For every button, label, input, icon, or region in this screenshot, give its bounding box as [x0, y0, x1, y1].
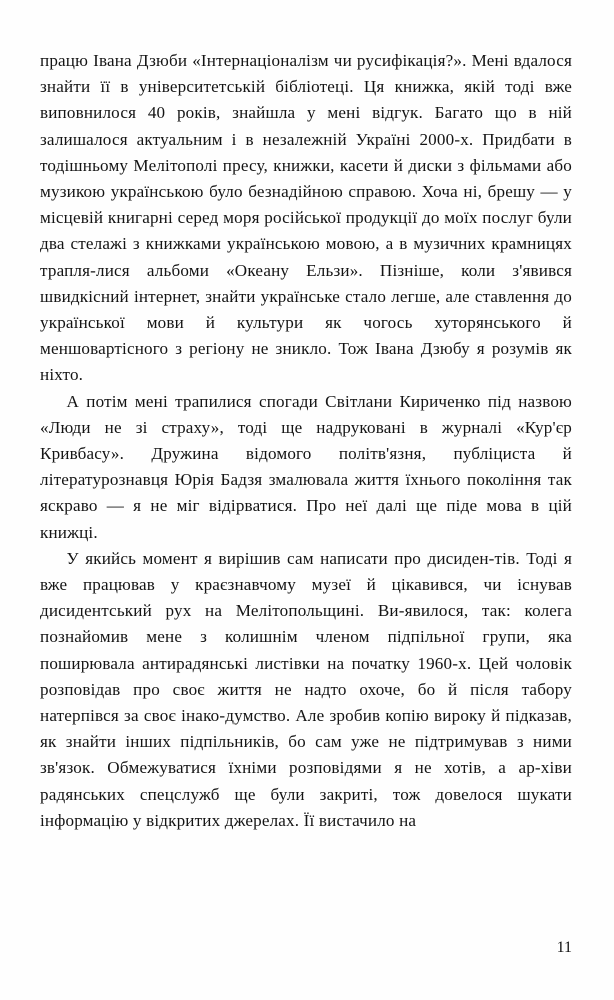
- paragraph-2: А потім мені трапилися спогади Світлани Кириченко під назвою «Люди не зі страху», тоді ще надруковані в журналі «Кур'єр Кривбасу». Дружина відомого політв'язня, публіциста й літературознавця Юрія Бадзя змалювала життя їхнього покоління так яскраво — я не міг відірватися. Про неї далі ще піде мова в цій книжці.: [40, 391, 572, 542]
- page-body: [40, 48, 572, 834]
- paragraph-1: працю Івана Дзюби «Інтернаціоналізм чи русифікація?». Мені вдалося знайти її в університетській бібліотеці. Ця книжка, якій тоді вже виповнилося 40 років, знайшла у мені відгук. Багато що в ній залишалося актуальним і в незалежній Україні 2000-х. Придбати в тодішньому Мелітополі пресу, книжки, касети й диски з фільмами або музикою українською було безнадійною справою. Хоча ні, брешу — у місцевій книгарні серед моря російської продукції до моїх послуг були два стелажі з книжками українською мовою, а в музичних крамницях трапля-лися альбоми «Океану Ельзи». Пізніше, коли з'явився швидкісний інтернет, знайти українське стало легше, але ставлення до української мови й культури як чогось хуторянського й меншовартісного з регіону не зникло. Тож Івана Дзюбу я розумів як ніхто.: [40, 51, 572, 385]
- page-number: 11: [556, 939, 572, 956]
- paragraph-3: У якийсь момент я вирішив сам написати про дисиден-тів. Тоді я вже працював у краєзнавчому музеї й цікавився, чи існував дисидентський рух на Мелітопольщині. Ви-явилося, так: колега познайомив мене з колишнім членом підпільної групи, яка поширювала антирадянські листівки на початку 1960-х. Цей чоловік розповідав про своє життя не надто охоче, бо й після табору натерпівся за своє інако-думство. Але зробив копію вироку й підказав, як знайти інших підпільників, бо сам уже не підтримував з ними зв'язок. Обмежуватися їхніми розповідями я не хотів, а ар-хіви радянських спецслужб ще були закриті, тож довелося шукати інформацію у відкритих джерелах. Її вистачило на: [40, 548, 572, 830]
